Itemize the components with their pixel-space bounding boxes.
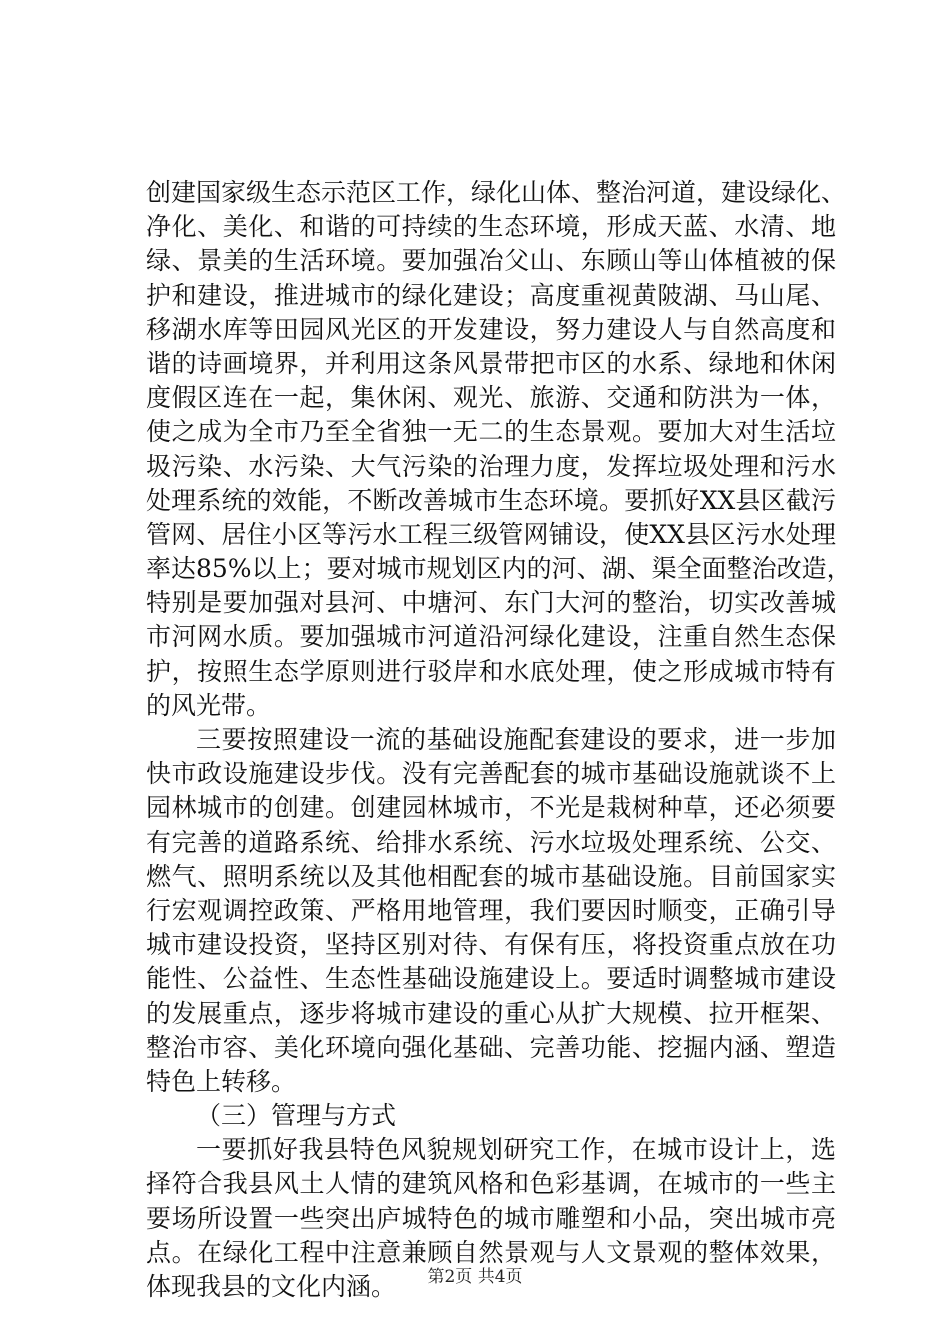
text-line: 有完善的道路系统、给排水系统、污水垃圾处理系统、公交、 — [146, 827, 836, 857]
text-line: 特色上转移。 — [146, 1066, 297, 1096]
text-line: 护，按照生态学原则进行驳岸和水底处理，使之形成城市特有 — [146, 656, 836, 686]
text-line: 整治市容、美化环境向强化基础、完善功能、挖掘内涵、塑造 — [146, 1032, 836, 1062]
text-line: 择符合我县风土人情的建筑风格和色彩基调，在城市的一些主 — [146, 1169, 836, 1199]
text-line: 的发展重点，逐步将城市建设的重心从扩大规模、拉开框架、 — [146, 998, 836, 1028]
text-line: 特别是要加强对县河、中塘河、东门大河的整治，切实改善城 — [146, 588, 836, 618]
text-line: 一要抓好我县特色风貌规划研究工作，在城市设计上，选 — [196, 1135, 836, 1165]
text-line: 要场所设置一些突出庐城特色的城市雕塑和小品，突出城市亮 — [146, 1203, 836, 1233]
text-line: 移湖水库等田园风光区的开发建设，努力建设人与自然高度和 — [146, 314, 836, 344]
text-line: 行宏观调控政策、严格用地管理，我们要因时顺变，正确引导 — [146, 895, 836, 925]
text-line: 燃气、照明系统以及其他相配套的城市基础设施。目前国家实 — [146, 861, 836, 891]
text-line: 圾污染、水污染、大气污染的治理力度，发挥垃圾处理和污水 — [146, 451, 836, 481]
text-line: 管网、居住小区等污水工程三级管网铺设，使XX县区污水处理 — [146, 519, 836, 549]
text-line: 绿、景美的生活环境。要加强冶父山、东顾山等山体植被的保 — [146, 246, 836, 276]
text-line: 城市建设投资，坚持区别对待、有保有压，将投资重点放在功 — [146, 930, 836, 960]
text-line: 率达85%以上；要对城市规划区内的河、湖、渠全面整治改造， — [146, 554, 852, 584]
text-line: 创建国家级生态示范区工作，绿化山体、整治河道，建设绿化、 — [146, 178, 847, 207]
text-line: 谐的诗画境界，并利用这条风景带把市区的水系、绿地和休闲 — [146, 348, 836, 378]
text-line: 能性、公益性、生态性基础设施建设上。要适时调整城市建设 — [146, 964, 836, 994]
text-line: 的风光带。 — [146, 690, 272, 720]
text-line: 园林城市的创建。创建园林城市，不光是栽树种草，还必须要 — [146, 793, 836, 823]
section-heading: （三）管理与方式 — [196, 1101, 397, 1131]
text-line: 快市政设施建设步伐。没有完善配套的城市基础设施就谈不上 — [146, 759, 836, 789]
text-line: 使之成为全市乃至全省独一无二的生态景观。要加大对生活垃 — [146, 417, 836, 447]
text-line: 体现我县的文化内涵。 — [146, 1272, 397, 1301]
text-line: 三要按照建设一流的基础设施配套建设的要求，进一步加 — [196, 725, 836, 754]
document-body — [146, 176, 852, 1304]
text-line: 度假区连在一起，集休闲、观光、旅游、交通和防洪为一体， — [146, 383, 836, 413]
text-line: 处理系统的效能，不断改善城市生态环境。要抓好XX县区截污 — [146, 485, 836, 515]
page-footer: 第2页 共4页 — [427, 1267, 523, 1287]
text-line: 市河网水质。要加强城市河道沿河绿化建设，注重自然生态保 — [146, 622, 836, 652]
text-line: 护和建设，推进城市的绿化建设；高度重视黄陂湖、马山尾、 — [146, 280, 836, 310]
text-line: 净化、美化、和谐的可持续的生态环境，形成天蓝、水清、地 — [146, 212, 836, 242]
text-line: 点。在绿化工程中注意兼顾自然景观与人文景观的整体效果， — [146, 1237, 836, 1267]
